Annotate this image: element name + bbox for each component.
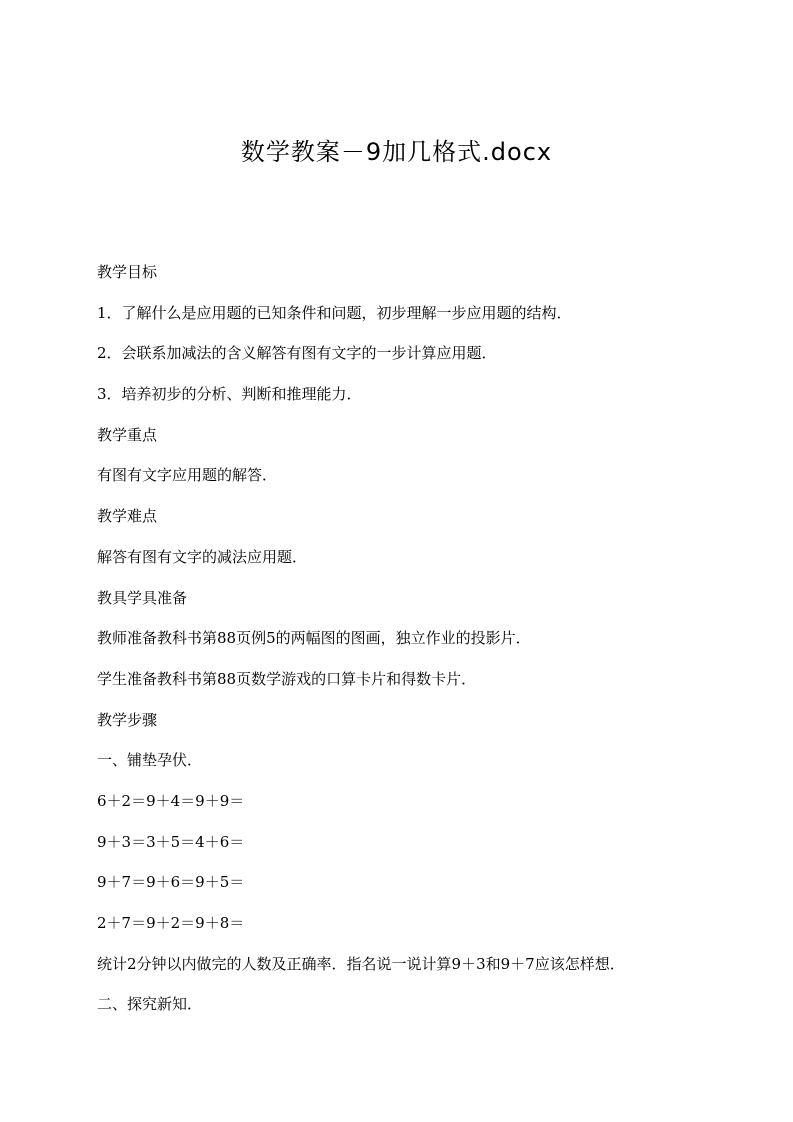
heading-materials: 教具学具准备 (97, 588, 188, 607)
heading-teaching-goals: 教学目标 (97, 263, 158, 281)
document-title: 数学教案－9加几格式.docx (240, 138, 553, 166)
exercise-row-1: 6＋2＝9＋4＝9＋9＝ (97, 791, 245, 810)
heading-key-points: 教学重点 (97, 425, 158, 444)
key-points-text: 有图有文字应用题的解答． (97, 466, 278, 485)
goal-item-3: 3．培养初步的分析、判断和推理能力． (97, 385, 362, 404)
step-two-heading: 二、探究新知． (97, 995, 203, 1014)
statistics-instruction: 统计2分钟以内做完的人数及正确率．指名说一说计算9＋3和9＋7应该怎样想． (97, 954, 625, 973)
exercise-row-4: 2＋7＝9＋2＝9＋8＝ (97, 914, 245, 932)
student-materials-text: 学生准备教科书第88页数学游戏的口算卡片和得数卡片． (97, 669, 477, 688)
goal-item-2: 2．会联系加减法的含义解答有图有文字的一步计算应用题． (97, 344, 497, 363)
exercise-row-2: 9＋3＝3＋5＝4＋6＝ (97, 832, 245, 851)
step-one-heading: 一、铺垫孕伏． (97, 751, 203, 770)
teacher-materials-text: 教师准备教科书第88页例5的两幅图的图画，独立作业的投影片． (97, 629, 531, 648)
difficult-points-text: 解答有图有文字的减法应用题． (97, 547, 308, 566)
goal-item-1: 1．了解什么是应用题的已知条件和问题，初步理解一步应用题的结构． (97, 303, 572, 322)
heading-difficult-points: 教学难点 (97, 507, 158, 526)
document-body (97, 258, 737, 1031)
exercise-row-3: 9＋7＝9＋6＝9＋5＝ (97, 873, 245, 892)
heading-teaching-steps: 教学步骤 (97, 710, 158, 729)
